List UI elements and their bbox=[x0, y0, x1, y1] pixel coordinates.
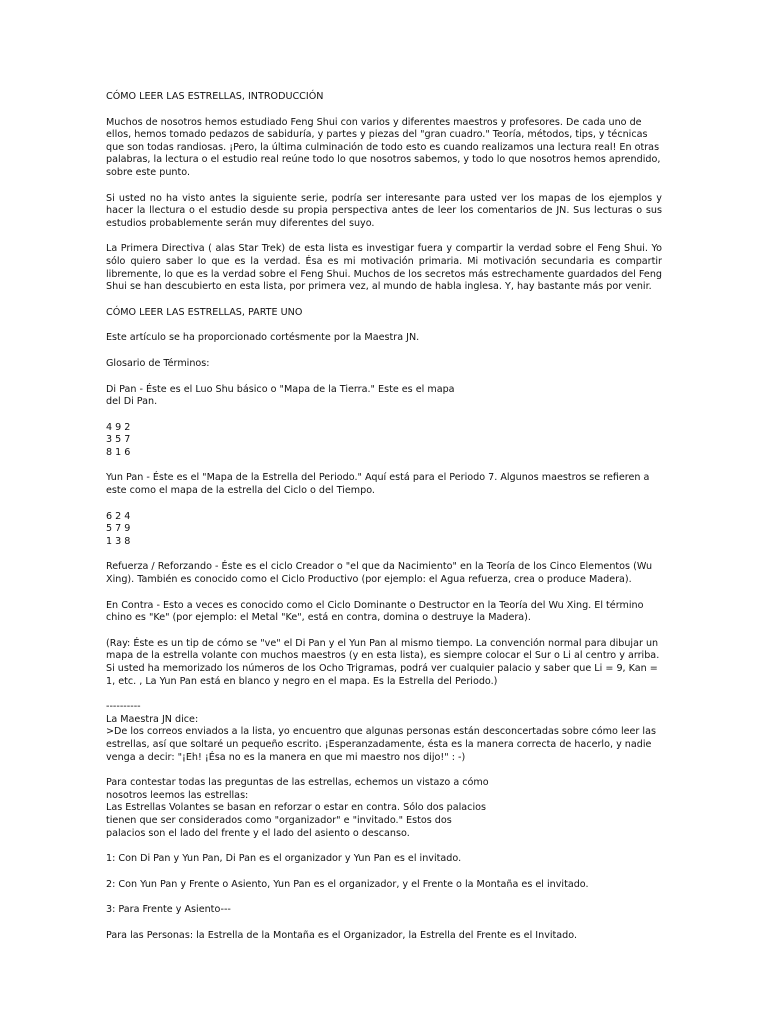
paragraph-maestra-dice: ---------- La Maestra JN dice: >De los correos enviados a la lista, yo encuentro que algunas personas están desconcertadas sobre cómo leer las estrellas, así que soltaré un pequeño escrito. ¡Esperanzadamente, ésta es la manera correcta de hacerlo, y nadie venga a decir: "¡Eh! ¡Ésa no es la manera en que mi maestro nos dijo!" : -) bbox=[106, 701, 656, 763]
glossary-title: Glosario de Términos: bbox=[106, 357, 210, 369]
glossary-en-contra: En Contra - Esto a veces es conocido como el Ciclo Dominante o Destructor en la Teoría del Wu Xing. El término chino es "Ke" (por ejemplo: el Metal "Ke", está en contra, domina o destruye la Madera). bbox=[106, 599, 644, 624]
yun-pan-grid: 6 2 4 5 7 9 1 3 8 bbox=[106, 510, 131, 547]
paragraph-directiva: La Primera Directiva ( alas Star Trek) de esta lista es investigar fuera y compartir la verdad sobre el Feng Shui. Yo sólo quiero saber lo que es la verdad. Ésa es mi motivación primaria. Mi motivación secundaria es compartir libremente, lo que es la verdad sobre el Feng Shui. Muchos de los secretos más estrechamente guardados del Feng Shui se han descubierto en esta lista, por primera vez, al mundo de habla inglesa. Y, hay bastante más por venir. bbox=[106, 243, 662, 293]
rule-1: 1: Con Di Pan y Yun Pan, Di Pan es el organizador y Yun Pan es el invitado. bbox=[106, 853, 462, 865]
paragraph-personas: Para las Personas: la Estrella de la Montaña es el Organizador, la Estrella del Frente es el Invitado. bbox=[106, 929, 578, 941]
rule-3: 3: Para Frente y Asiento--- bbox=[106, 904, 231, 916]
document-page bbox=[106, 91, 662, 956]
glossary-yun-pan: Yun Pan - Éste es el "Mapa de la Estrella del Periodo." Aquí está para el Periodo 7. Algunos maestros se refieren a este como el mapa de la estrella del Ciclo o del Tiempo. bbox=[106, 472, 650, 497]
paragraph-intro: Muchos de nosotros hemos estudiado Feng Shui con varios y diferentes maestros y profesores. De cada uno de ellos, hemos tomado pedazos de sabiduría, y partes y piezas del "gran cuadro." Teoría, métodos, tips, y técnicas que son todas randiosas. ¡Pero, la última culminación de todo esto es cuando realizamos una lectura real! En otras palabras, la lectura o el estudio real reúne todo lo que nosotros sabemos, y todo lo que nosotros hemos aprendido, sobre este punto. bbox=[106, 116, 661, 178]
di-pan-grid: 4 9 2 3 5 7 8 1 6 bbox=[106, 421, 131, 458]
heading-parte-uno: CÓMO LEER LAS ESTRELLAS, PARTE UNO bbox=[106, 306, 303, 318]
paragraph-serie: Si usted no ha visto antes la siguiente serie, podría ser interesante para usted ver los mapas de los ejemplos y hacer la llectura o el estudio desde su propia perspectiva antes de leer los comentarios de JN. Sus lecturas o sus estudios probablemente serán muy diferentes del suyo. bbox=[106, 192, 662, 229]
glossary-refuerza: Refuerza / Reforzando - Éste es el ciclo Creador o "el que da Nacimiento" en la Teoría de los Cinco Elementos (Wu Xing). También es conocido como el Ciclo Productivo (por ejemplo: el Agua refuerza, crea o produce Madera). bbox=[106, 561, 653, 586]
rule-2: 2: Con Yun Pan y Frente o Asiento, Yun Pan es el organizador, y el Frente o la Montaña es el invitado. bbox=[106, 878, 589, 890]
paragraph-ray-tip: (Ray: Éste es un tip de cómo se "ve" el Di Pan y el Yun Pan al mismo tiempo. La convención normal para dibujar un mapa de la estrella volante con muchos maestros (y en esta lista), es siempre colocar el Sur o Li al centro y arriba. Si usted ha memorizado los números de los Ocho Trigramas, podrá ver cualquier palacio y saber que Li = 9, Kan = 1, etc. , La Yun Pan está en blanco y negro en el mapa. Es la Estrella del Periodo.) bbox=[106, 637, 660, 687]
glossary-di-pan: Di Pan - Éste es el Luo Shu básico o "Mapa de la Tierra." Este es el mapa del Di Pan. bbox=[106, 383, 455, 408]
heading-introduccion: CÓMO LEER LAS ESTRELLAS, INTRODUCCIÓN bbox=[106, 91, 324, 102]
paragraph-contestar: Para contestar todas las preguntas de las estrellas, echemos un vistazo a cómo nosotros leemos las estrellas: Las Estrellas Volantes se basan en reforzar o estar en contra. Sólo dos palacios tienen que ser considerados como "organizador" e "invitado." Estos dos palacios son el lado del frente y el lado del asiento o descanso. bbox=[106, 777, 489, 839]
paragraph-articulo: Este artículo se ha proporcionado cortésmente por la Maestra JN. bbox=[106, 332, 420, 344]
